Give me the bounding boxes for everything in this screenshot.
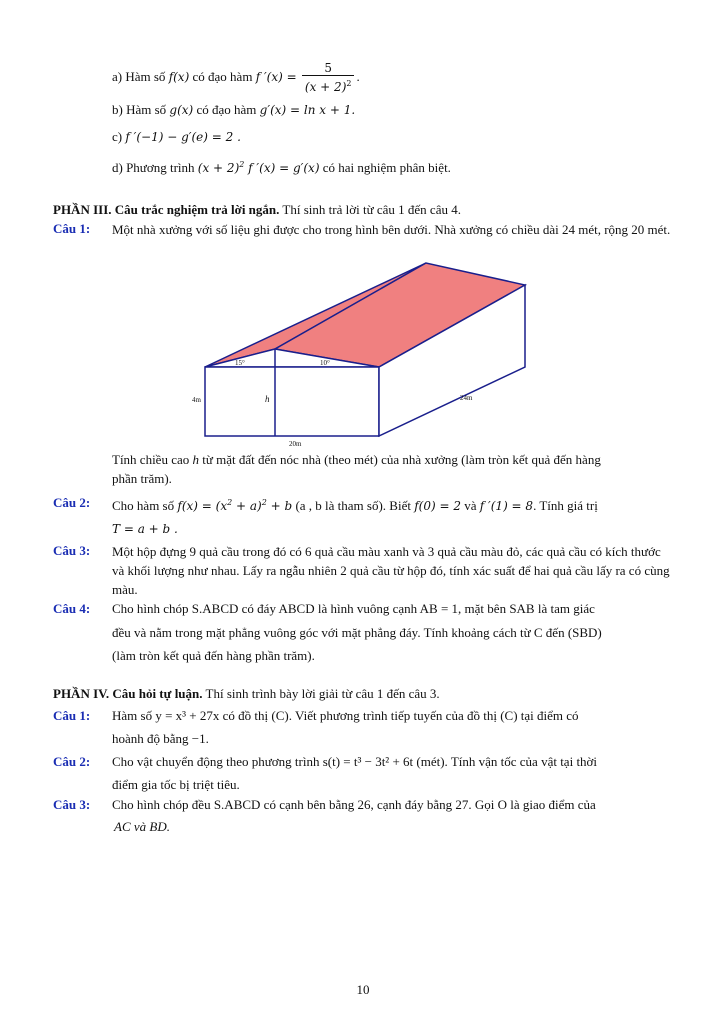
- q1-after-line2: phần trăm).: [112, 471, 172, 486]
- part3-heading: PHẦN III. Câu trắc nghiệm trả lời ngắn. Thí sinh trả lời từ câu 1 đến câu 4.: [53, 202, 461, 217]
- angle-right-label: 10°: [320, 359, 330, 367]
- fraction: $\frac{5}{(x + 2)^2}$: [302, 61, 355, 95]
- p4q3-line1: Cho hình chóp đều S.ABCD có cạnh bên bằng 26, cạnh đáy bằng 27. Gọi O là giao điểm của: [112, 797, 596, 812]
- p4q3-line2: AC và BD.: [114, 819, 170, 834]
- q4-line3: (làm tròn kết quả đến hàng phần trăm).: [112, 648, 315, 663]
- question-label: Câu 2:: [53, 754, 91, 769]
- width-label: 20m: [289, 440, 302, 448]
- p4q2-line1: Cho vật chuyển động theo phương trình s(t) = t³ − 3t² + 6t (mét). Tính vận tốc của vật tại thời: [112, 754, 598, 769]
- question-label: Câu 3:: [53, 797, 91, 812]
- question-label: Câu 2:: [53, 495, 91, 510]
- question-label: Câu 1:: [53, 708, 91, 723]
- left-height-label: 4m: [192, 396, 201, 404]
- angle-left-label: 15°: [235, 359, 245, 367]
- question-label: Câu 4:: [53, 601, 91, 616]
- question-label: Câu 3:: [53, 543, 91, 558]
- part4-heading: PHẦN IV. Câu hỏi tự luận. Thí sinh trình bày lời giải từ câu 1 đến câu 3.: [53, 686, 440, 701]
- item-b: b) Hàm số g(x) có đạo hàm g′(x) = ln x + 1.: [112, 102, 356, 117]
- q1-after-line1: Tính chiều cao h từ mặt đất đến nóc nhà (theo mét) của nhà xưởng (làm tròn kết quả đến hàng: [112, 452, 601, 467]
- p4q1-line2: hoành độ bằng −1.: [112, 731, 209, 746]
- height-var-label: h: [265, 394, 270, 404]
- p4q1-line1: Hàm số y = x³ + 27x có đồ thị (C). Viết phương trình tiếp tuyến của đồ thị (C) tại điểm có: [112, 708, 579, 723]
- p4q2-line2: điểm gia tốc bị triệt tiêu.: [112, 777, 240, 792]
- q2-line2: T = a + b .: [112, 522, 178, 536]
- question-text: Một nhà xưởng với số liệu ghi được cho trong hình bên dưới. Nhà xưởng có chiều dài 24 mét, rộng 20 mét.: [112, 222, 671, 237]
- item-d: d) Phương trình $(x + 2)^2$ f ′(x) = g′(x) có hai nghiệm phân biệt.: [112, 160, 451, 175]
- item-a: a) Hàm số f(x) có đạo hàm f ′(x) = $\frac{5}{(x + 2)^2}$ .: [112, 61, 360, 94]
- question-text: Một hộp đựng 9 quả cầu trong đó có 6 quả cầu màu xanh và 3 quả cầu màu đỏ, các quả cầu có kích thước và khối lượng như nhau. Lấy ra ngẫu nhiên 2 quả cầu từ hộp đó, tính xác suất để hai quả cầu lấy ra có cùng màu.: [112, 544, 670, 597]
- question-label: Câu 1:: [53, 221, 91, 236]
- page-number: 10: [356, 982, 370, 997]
- q4-line2: đều và nằm trong mặt phẳng vuông góc với mặt phẳng đáy. Tính khoảng cách từ C đến (SBD): [112, 625, 602, 640]
- front-wall: [205, 367, 379, 436]
- length-label: 24m: [460, 394, 473, 402]
- factory-figure: [192, 257, 540, 449]
- q2-line1: Cho hàm số $f(x) = (x^2 + a)^2 + b$ (a , b là tham số). Biết f(0) = 2 và f ′(1) = 8. Tính giá trị: [112, 498, 598, 513]
- q4-line1: Cho hình chóp S.ABCD có đáy ABCD là hình vuông cạnh AB = 1, mặt bên SAB là tam giác: [112, 601, 595, 616]
- item-c: c) f ′(−1) − g′(e) = 2 .: [112, 129, 241, 144]
